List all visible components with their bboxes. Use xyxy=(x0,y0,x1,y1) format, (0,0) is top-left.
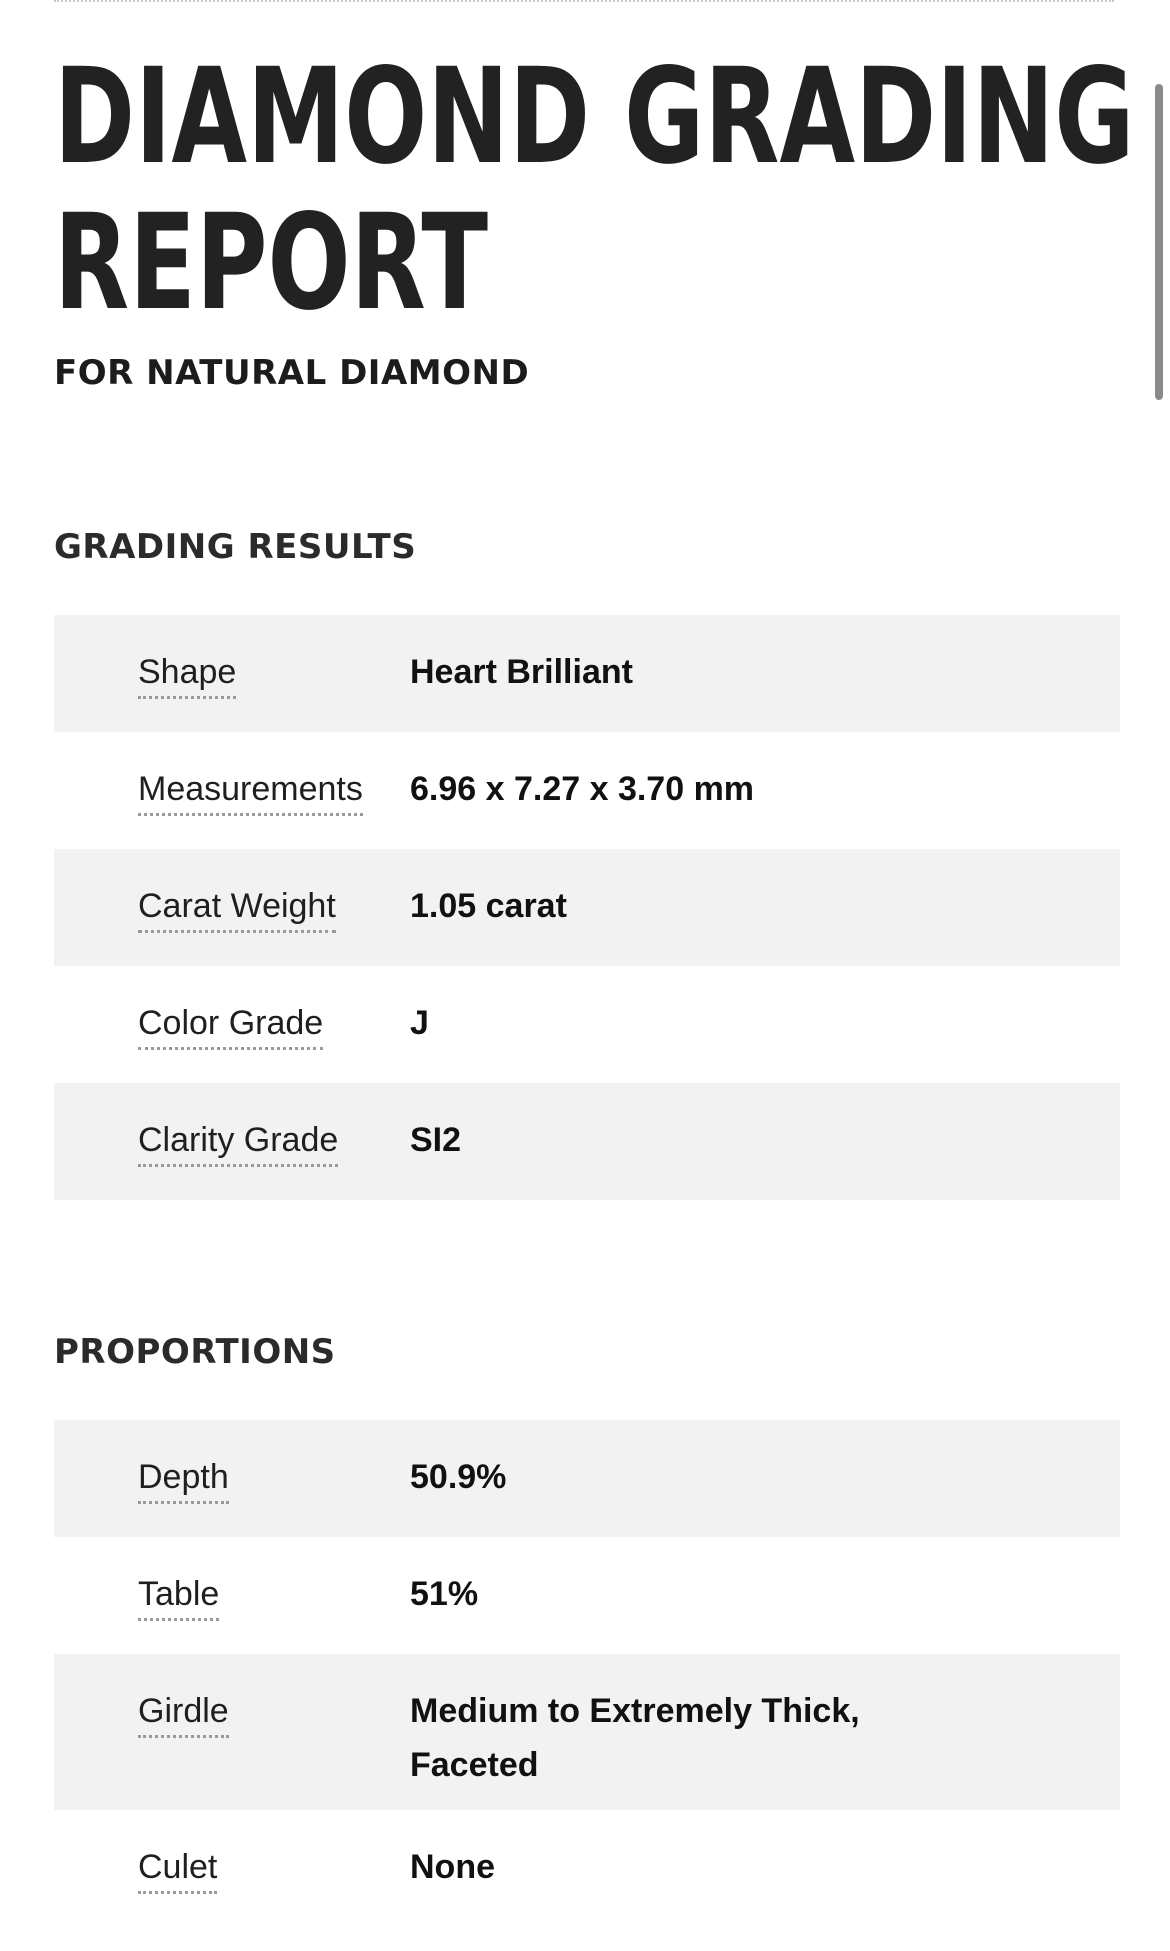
table-row-table xyxy=(54,1537,1120,1654)
table-row-culet xyxy=(54,1810,1120,1927)
carat-weight-label[interactable]: Carat Weight xyxy=(138,886,336,933)
measurements-label[interactable]: Measurements xyxy=(138,769,363,816)
title-line-2: REPORT xyxy=(54,186,489,340)
top-divider xyxy=(54,0,1114,2)
table-row-carat-weight xyxy=(54,849,1120,966)
table-row-shape xyxy=(54,615,1120,732)
table-row-color-grade xyxy=(54,966,1120,1083)
clarity-grade-value: SI2 xyxy=(410,1121,462,1159)
vertical-scrollbar[interactable] xyxy=(1155,84,1163,400)
depth-value: 50.9% xyxy=(410,1458,507,1496)
culet-label[interactable]: Culet xyxy=(138,1847,217,1894)
color-grade-label[interactable]: Color Grade xyxy=(138,1003,323,1050)
measurements-value: 6.96 x 7.27 x 3.70 mm xyxy=(410,770,755,808)
table-row-measurements xyxy=(54,732,1120,849)
girdle-value-line-2: Faceted xyxy=(410,1746,539,1784)
table-row-clarity-grade xyxy=(54,1083,1120,1200)
shape-label[interactable]: Shape xyxy=(138,652,236,699)
grading-results-table xyxy=(54,615,1120,1200)
carat-weight-value: 1.05 carat xyxy=(410,887,567,925)
girdle-value xyxy=(410,1654,1120,1792)
shape-value: Heart Brilliant xyxy=(410,653,633,691)
color-grade-value: J xyxy=(410,1004,429,1042)
depth-label[interactable]: Depth xyxy=(138,1457,229,1504)
proportions-table xyxy=(54,1420,1120,1927)
page-subtitle: FOR NATURAL DIAMOND xyxy=(54,353,530,393)
culet-value: None xyxy=(410,1848,495,1886)
table-row-depth xyxy=(54,1420,1120,1537)
table-row-girdle xyxy=(54,1654,1120,1810)
title-line-1: DIAMOND GRADING xyxy=(54,40,1135,194)
proportions-heading: PROPORTIONS xyxy=(54,1332,336,1372)
girdle-value-line-1: Medium to Extremely Thick, xyxy=(410,1692,860,1730)
table-label[interactable]: Table xyxy=(138,1574,219,1621)
page-title xyxy=(54,40,1135,340)
clarity-grade-label[interactable]: Clarity Grade xyxy=(138,1120,338,1167)
grading-results-heading: GRADING RESULTS xyxy=(54,527,417,567)
girdle-label[interactable]: Girdle xyxy=(138,1691,229,1738)
table-value: 51% xyxy=(410,1575,479,1613)
